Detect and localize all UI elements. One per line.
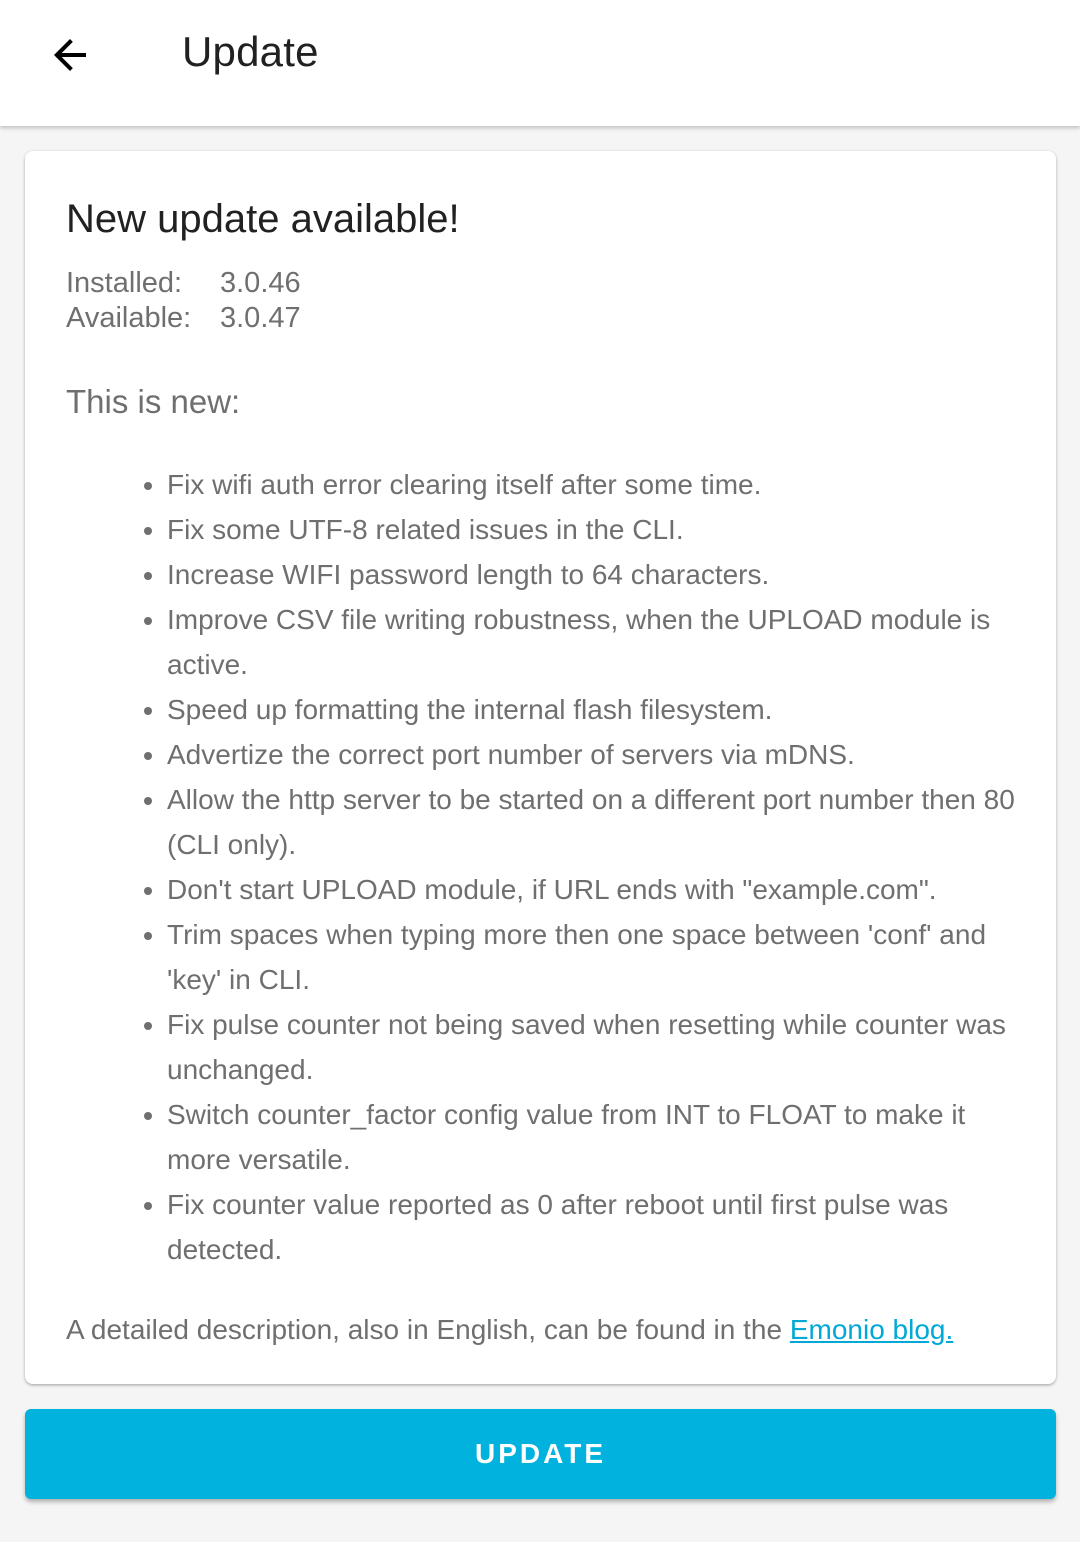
available-row [66, 301, 1015, 336]
version-info [66, 266, 1015, 336]
changes-list [66, 462, 1015, 1272]
list-item: • Improve CSV file writing robustness, when the UPLOAD module is active. [167, 597, 1015, 687]
footnote [66, 1310, 1015, 1350]
list-item: • Trim spaces when typing more then one space between 'conf' and 'key' in CLI. [167, 912, 1015, 1002]
emonio-blog-link[interactable]: Emonio blog. [789, 1314, 954, 1345]
list-item: • Increase WIFI password length to 64 characters. [167, 552, 1015, 597]
update-card [25, 151, 1056, 1384]
list-item: • Fix pulse counter not being saved when resetting while counter was unchanged. [167, 1002, 1015, 1092]
update-button[interactable]: UPDATE [25, 1409, 1056, 1499]
page-title: Update [182, 28, 319, 75]
list-item: • Fix counter value reported as 0 after reboot until first pulse was detected. [167, 1182, 1015, 1272]
installed-label: Installed: [66, 267, 183, 299]
available-label: Available: [66, 302, 192, 334]
card-title: New update available! [66, 197, 460, 241]
list-item: • Don't start UPLOAD module, if URL ends with "example.com". [167, 867, 1015, 912]
installed-value: 3.0.46 [220, 267, 301, 299]
changes-heading: This is new: [66, 383, 241, 420]
app-bar [0, 0, 1080, 126]
back-button[interactable] [30, 19, 110, 91]
available-value: 3.0.47 [220, 302, 301, 334]
footnote-text: A detailed description, also in English, can be found in the [66, 1314, 790, 1345]
list-item: • Fix wifi auth error clearing itself after some time. [167, 462, 1015, 507]
list-item: • Speed up formatting the internal flash filesystem. [167, 687, 1015, 732]
list-item: • Advertize the correct port number of servers via mDNS. [167, 732, 1015, 777]
list-item: • Fix some UTF-8 related issues in the CLI. [167, 507, 1015, 552]
list-item: • Allow the http server to be started on a different port number then 80 (CLI only). [167, 777, 1015, 867]
arrow-left-icon [46, 31, 94, 79]
list-item: • Switch counter_factor config value from INT to FLOAT to make it more versatile. [167, 1092, 1015, 1182]
installed-row [66, 266, 1015, 301]
